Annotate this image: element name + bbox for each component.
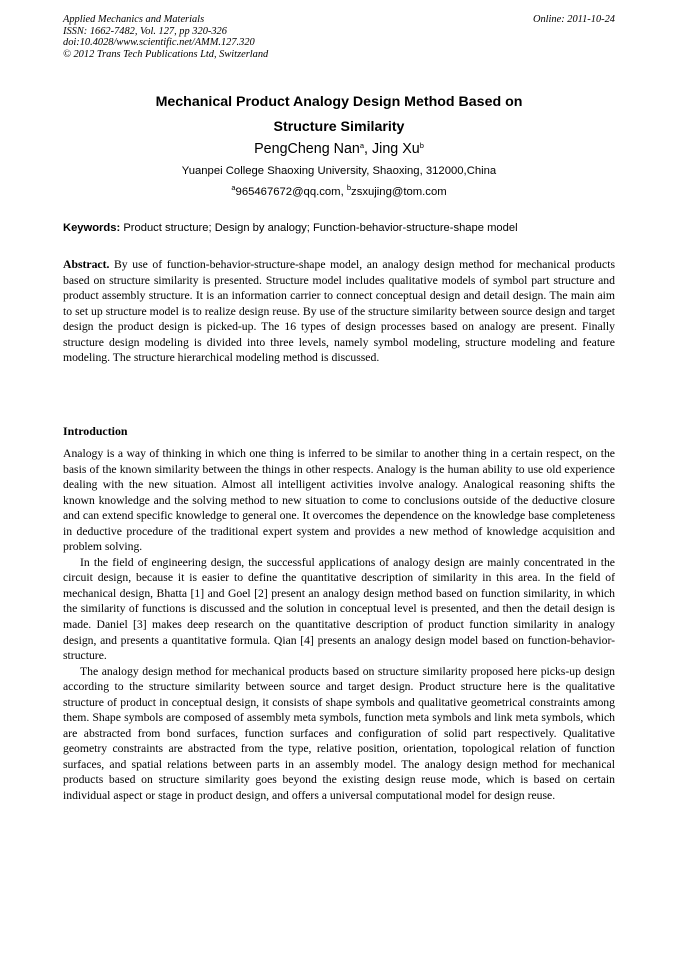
keywords-label: Keywords: <box>63 222 121 234</box>
paragraph: In the field of engineering design, the successful applications of analogy design are mainly concentrated in the circuit design, because it is easier to define the quantitative description of similarity in this area. In the field of mechanical design, Bhatta [1] and Goel [2] present an analogy design method based on function similarity, in which the similarity of functions is discussed and the solution in conceptual level is presented, and then the detail design is made. Daniel [3] makes deep research on the quantitative description of product function similarity in analogy design, and presents a quantitative formula. Qian [4] presents an analogy design model based on function-behavior-structure. <box>63 555 615 663</box>
author-affiliation-mark: a <box>359 141 365 150</box>
email-mark: b <box>346 183 352 192</box>
author-name: Jing Xu <box>372 141 420 157</box>
author-separator: , <box>364 141 372 157</box>
journal-name: Applied Mechanics and Materials <box>63 14 205 25</box>
journal-copyright: © 2012 Trans Tech Publications Ltd, Switzerland <box>63 48 269 60</box>
abstract-text: By use of function-behavior-structure-shape model, an analogy design method for mechanical products based on structure similarity is presented. Structure model includes qualitative models of symbol part structure and product assembly structure. It is an information carrier to connect conceptual design and detail design. The main aim to set up structure model is to realize design reuse. By use of the structure similarity between source design and target design the product design is picked-up. The 16 types of design processes based on analogy are present. Finally structure design modeling is divided into three levels, namely symbol modeling, structure modeling and feature modeling. The structure hierarchical modeling method is discussed. <box>63 258 616 365</box>
keywords <box>63 221 615 236</box>
keywords-text: Product structure; Design by analogy; Function-behavior-structure-shape model <box>123 222 518 234</box>
journal-doi: doi:10.4028/www.scientific.net/AMM.127.320 <box>63 37 255 49</box>
paper-title-line-1: Mechanical Product Analogy Design Method Based on <box>155 94 523 110</box>
abstract-label: Abstract. <box>63 258 110 271</box>
introduction-body <box>63 446 615 804</box>
email-address: 965467672@qq.com <box>235 186 341 198</box>
email-mark: a <box>231 183 236 192</box>
author-affiliation-mark: b <box>419 141 424 150</box>
affiliation: Yuanpei College Shaoxing University, Shaoxing, 312000,China <box>181 165 497 177</box>
author-name: PengCheng Nan <box>254 141 360 157</box>
email-address: zsxujing@tom.com <box>351 186 447 198</box>
paper-title <box>63 90 615 140</box>
section-heading-introduction: Introduction <box>63 424 128 438</box>
journal-issn: ISSN: 1662-7482, Vol. 127, pp 320-326 <box>63 25 227 37</box>
author-list <box>63 139 615 159</box>
abstract <box>63 257 615 366</box>
journal-header <box>63 14 615 60</box>
online-date: Online: 2011-10-24 <box>532 14 615 25</box>
paragraph: The analogy design method for mechanical products based on structure similarity proposed here picks-up design according to the structure similarity between source and target design. Product structure here is the qualitative structure of product in conceptual design, it consists of shape symbols and qualitative geometrical constraints among them. Shape symbols are composed of assembly meta symbols, function meta symbols and link meta symbols, which are abstracted from bond surfaces, function surfaces and configuration of solid part respectively. Qualitative geometry constraints are abstracted from the type, relative position, orientation, topological relation of function surfaces, and spatial relations between parts in an assembly model. The analogy design method for mechanical products based on structure similarity goes beyond the existing design reuse mode, which is based on certain individual aspect or stage in product design, and offers a universal computational model for design reuse. <box>63 664 615 803</box>
email-separator: , <box>340 186 347 198</box>
author-emails <box>63 184 615 200</box>
paper-title-line-2: Structure Similarity <box>273 119 405 135</box>
paragraph: Analogy is a way of thinking in which one thing is inferred to be similar to another thing in a certain respect, on the basis of the known similarity between the things in other respects. Analogy is the human ability to use old experience dealing with the new situation. Almost all intelligent activities involve analogy. Analogical reasoning shifts the known knowledge and the solving method to new situation to come to conclusions outside of the deductive closure and can extend specific knowledge to general one. It overcomes the dependence on the knowledge base completeness in deductive procedure of the traditional expert system and provides a new method of knowledge acquisition and problem solving. <box>63 447 615 554</box>
